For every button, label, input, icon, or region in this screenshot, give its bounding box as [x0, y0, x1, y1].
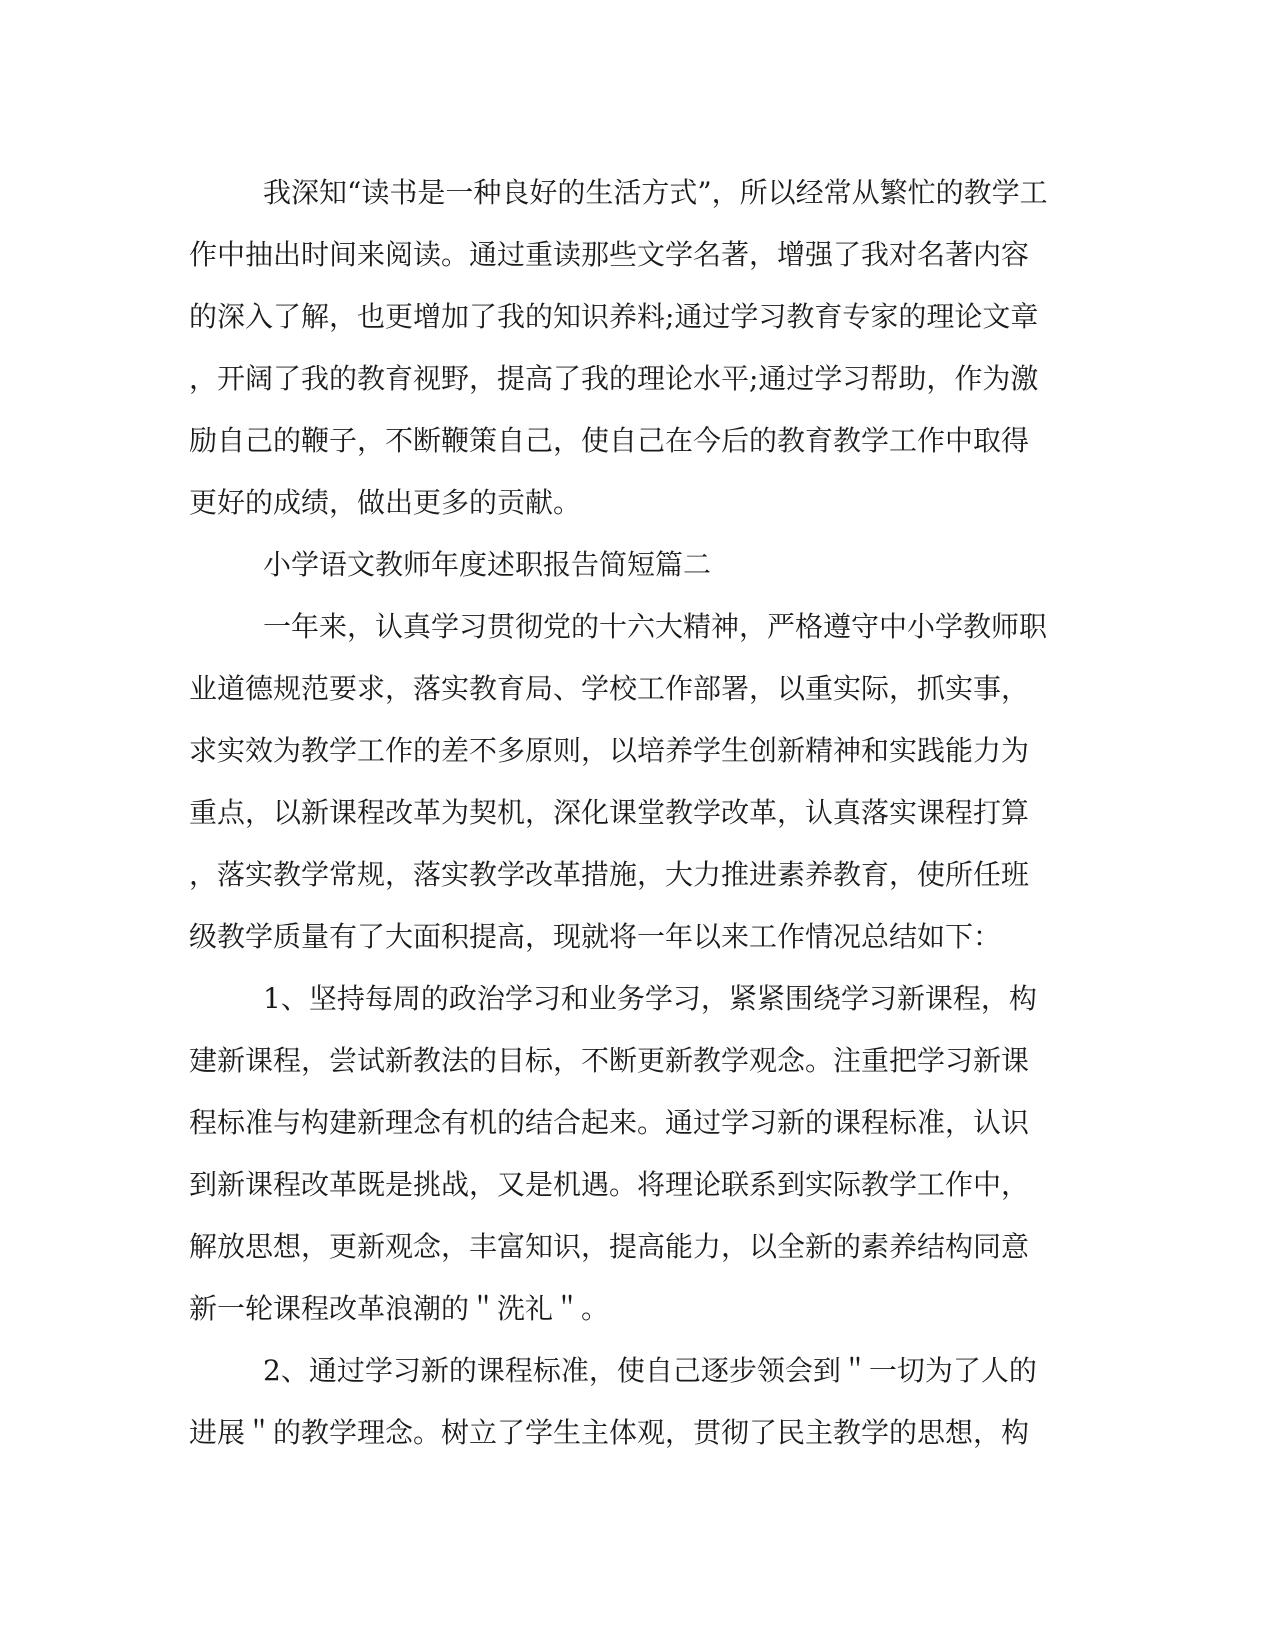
- text-line: 解放思想，更新观念，丰富知识，提高能力，以全新的素养结构同意: [189, 1230, 1030, 1263]
- text-line: 我深知“读书是一种良好的生活方式”，所以经常从繁忙的教学工: [263, 176, 1048, 209]
- text-line: 的深入了解，也更增加了我的知识养料;通过学习教育专家的理论文章: [189, 300, 1039, 333]
- text-line: 作中抽出时间来阅读。通过重读那些文学名著，增强了我对名著内容: [189, 238, 1030, 271]
- text-line: ，落实教学常规，落实教学改革措施，大力推进素养教育，使所任班: [189, 858, 1030, 891]
- text-line: 级教学质量有了大面积提高，现就将一年以来工作情况总结如下：: [189, 920, 1002, 953]
- text-line: 1、坚持每周的政治学习和业务学习，紧紧围绕学习新课程，构: [263, 982, 1037, 1015]
- text-line: 求实效为教学工作的差不多原则，以培养学生创新精神和实践能力为: [189, 734, 1030, 767]
- text-line: 一年来，认真学习贯彻党的十六大精神，严格遵守中小学教师职: [263, 610, 1048, 643]
- body-text: [189, 162, 1069, 1464]
- text-line: ，开阔了我的教育视野，提高了我的理论水平;通过学习帮助，作为激: [189, 362, 1039, 395]
- text-line: 2、通过学习新的课程标准，使自己逐步领会到＂一切为了人的: [263, 1354, 1037, 1387]
- text-line: 业道德规范要求，落实教育局、学校工作部署，以重实际，抓实事，: [189, 672, 1030, 705]
- section-heading: 小学语文教师年度述职报告简短篇二: [263, 548, 712, 581]
- text-line: 进展＂的教学理念。树立了学生主体观，贯彻了民主教学的思想，构: [189, 1416, 1030, 1449]
- text-line: 更好的成绩，做出更多的贡献。: [189, 486, 582, 519]
- text-line: 励自己的鞭子，不断鞭策自己，使自己在今后的教育教学工作中取得: [189, 424, 1030, 457]
- text-line: 建新课程，尝试新教法的目标，不断更新教学观念。注重把学习新课: [189, 1044, 1030, 1077]
- text-line: 程标准与构建新理念有机的结合起来。通过学习新的课程标准，认识: [189, 1106, 1030, 1139]
- text-line: 重点，以新课程改革为契机，深化课堂教学改革，认真落实课程打算: [189, 796, 1030, 829]
- text-line: 到新课程改革既是挑战，又是机遇。将理论联系到实际教学工作中，: [189, 1168, 1030, 1201]
- text-line: 新一轮课程改革浪潮的＂洗礼＂。: [189, 1292, 610, 1325]
